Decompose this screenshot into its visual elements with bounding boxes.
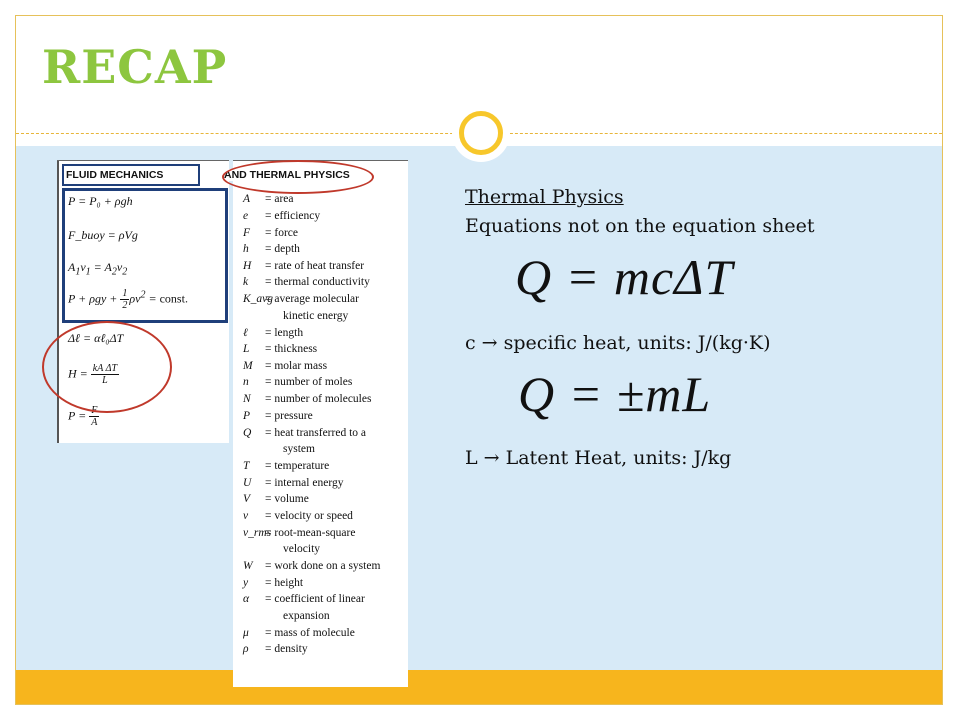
variable-meaning: = thermal conductivity	[265, 276, 370, 288]
variable-meaning: = thickness	[265, 343, 318, 355]
notes-subheading: Equations not on the equation sheet	[465, 215, 815, 237]
variable-symbol: v	[243, 510, 249, 522]
equation-specific-heat: Q = mcΔT	[515, 249, 734, 305]
fluid-mechanics-header: FLUID MECHANICS	[66, 169, 164, 181]
variable-definition	[243, 276, 370, 288]
variable-meaning: = molar mass	[265, 360, 328, 372]
variable-meaning: = volume	[265, 493, 309, 505]
ring-decoration	[452, 104, 510, 162]
equation-thermal-expansion: Δℓ = αℓ₀ΔT	[68, 331, 124, 345]
fraction-denominator: A	[91, 417, 98, 428]
fraction-numerator: F	[91, 405, 98, 416]
variable-definition	[243, 343, 317, 355]
variable-meaning: velocity	[283, 543, 321, 555]
variable-definition	[243, 260, 364, 272]
equation-bernoulli: P + ρgy + $\frac{1}{2}$ $\rho v^2$ = const.	[68, 288, 188, 311]
equation-heat-conduction: H = $\frac{\text{kA ΔT}}{L}$	[68, 363, 118, 386]
notes-heading: Thermal Physics	[465, 186, 624, 208]
variable-definition	[243, 310, 348, 322]
fluid-equations-highlight	[62, 188, 228, 323]
variable-meaning: = number of molecules	[265, 393, 372, 405]
variable-definition	[243, 643, 308, 655]
variable-definition	[243, 477, 343, 489]
fraction-numerator: 1	[122, 288, 128, 299]
equation-pressure-depth: P = P₀ + ρgh	[68, 194, 133, 208]
variable-meaning: = average molecular	[265, 293, 359, 305]
variable-symbol: U	[243, 477, 252, 489]
variable-meaning: = root-mean-square	[265, 527, 356, 539]
variable-meaning: = coefficient of linear	[265, 593, 365, 605]
variable-symbol: α	[243, 593, 250, 605]
variable-symbol: h	[243, 243, 249, 255]
variable-definition	[243, 460, 329, 472]
equation-latent-heat: Q = ±mL	[518, 366, 712, 422]
variable-definition	[243, 227, 298, 239]
variable-symbol: M	[243, 360, 253, 372]
variable-definition	[243, 577, 303, 589]
variable-symbol: A	[243, 193, 251, 205]
latent-heat-note: L → Latent Heat, units: J/kg	[465, 447, 732, 469]
variable-symbol: N	[243, 393, 251, 405]
variable-symbol: H	[243, 260, 252, 272]
equation-sheet-variables	[233, 160, 408, 687]
variable-symbol: ℓ	[243, 327, 248, 339]
accent-bar	[16, 670, 942, 704]
variable-meaning: = mass of molecule	[265, 627, 355, 639]
equation-pressure-force: P = $\frac{F}{A}$	[68, 405, 98, 428]
sheet-top-rule	[57, 160, 229, 161]
variable-definition	[243, 527, 355, 539]
equation-buoyancy: F_buoy = ρVg	[68, 228, 138, 242]
variable-symbol: ρ	[243, 643, 249, 655]
sheet-edge	[57, 160, 59, 443]
variable-definition	[243, 560, 380, 572]
variable-meaning: = force	[265, 227, 298, 239]
variable-symbol: v_rms	[243, 527, 272, 539]
variable-meaning: = velocity or speed	[265, 510, 353, 522]
variable-definition	[243, 293, 359, 305]
variable-meaning: kinetic energy	[283, 310, 349, 322]
thermal-equations-highlight	[42, 321, 172, 413]
variable-definition	[243, 360, 327, 372]
variable-symbol: T	[243, 460, 250, 472]
variable-definition	[243, 610, 330, 622]
variable-meaning: = number of moles	[265, 376, 353, 388]
variable-meaning: = area	[265, 193, 294, 205]
variable-definition	[243, 627, 355, 639]
variable-symbol: e	[243, 210, 249, 222]
variable-meaning: = pressure	[265, 410, 313, 422]
thermal-physics-header: AND THERMAL PHYSICS	[224, 169, 350, 181]
variable-meaning: = height	[265, 577, 304, 589]
variable-symbol: n	[243, 376, 249, 388]
variable-symbol: L	[243, 343, 250, 355]
variable-definition	[243, 376, 352, 388]
variable-meaning: = heat transferred to a	[265, 427, 366, 439]
variable-meaning: = density	[265, 643, 308, 655]
fluid-header-highlight	[62, 164, 200, 186]
variable-symbol: P	[243, 410, 251, 422]
variable-definition	[243, 427, 366, 439]
variable-definition	[243, 543, 320, 555]
variable-definition	[243, 443, 315, 455]
variable-definition	[243, 193, 294, 205]
variable-symbol: μ	[243, 627, 249, 639]
variable-symbol: W	[243, 560, 253, 572]
variable-meaning: system	[283, 443, 315, 455]
variable-definition	[243, 243, 300, 255]
variable-meaning: = internal energy	[265, 477, 344, 489]
variable-symbol: k	[243, 276, 249, 288]
variable-definition	[243, 593, 365, 605]
variable-symbol: V	[243, 493, 251, 505]
variable-meaning: = efficiency	[265, 210, 321, 222]
variable-definition	[243, 210, 320, 222]
variable-meaning: = depth	[265, 243, 300, 255]
variable-meaning: = length	[265, 327, 304, 339]
variable-meaning: = rate of heat transfer	[265, 260, 365, 272]
specific-heat-note: c → specific heat, units: J/(kg·K)	[465, 332, 771, 354]
variable-symbol: F	[243, 227, 251, 239]
ring-icon	[459, 111, 503, 155]
equation-continuity: $A_1v_1 = A_2v_2$	[68, 260, 128, 278]
variable-symbol: y	[243, 577, 249, 589]
variable-meaning: expansion	[283, 610, 330, 622]
variable-definition	[243, 393, 371, 405]
variable-definition	[243, 493, 309, 505]
thermal-header-highlight	[222, 160, 374, 194]
fraction-denominator: 2	[122, 300, 128, 311]
variable-symbol: K_avg	[243, 293, 274, 305]
slide-title: RECAP	[42, 40, 228, 94]
variable-meaning: = work done on a system	[265, 560, 381, 572]
variable-definition	[243, 510, 353, 522]
variable-definition	[243, 327, 303, 339]
variable-symbol: Q	[243, 427, 252, 439]
variable-definition	[243, 410, 313, 422]
fraction-denominator: L	[102, 375, 108, 386]
variable-meaning: = temperature	[265, 460, 330, 472]
fraction-numerator: kA ΔT	[92, 363, 118, 374]
